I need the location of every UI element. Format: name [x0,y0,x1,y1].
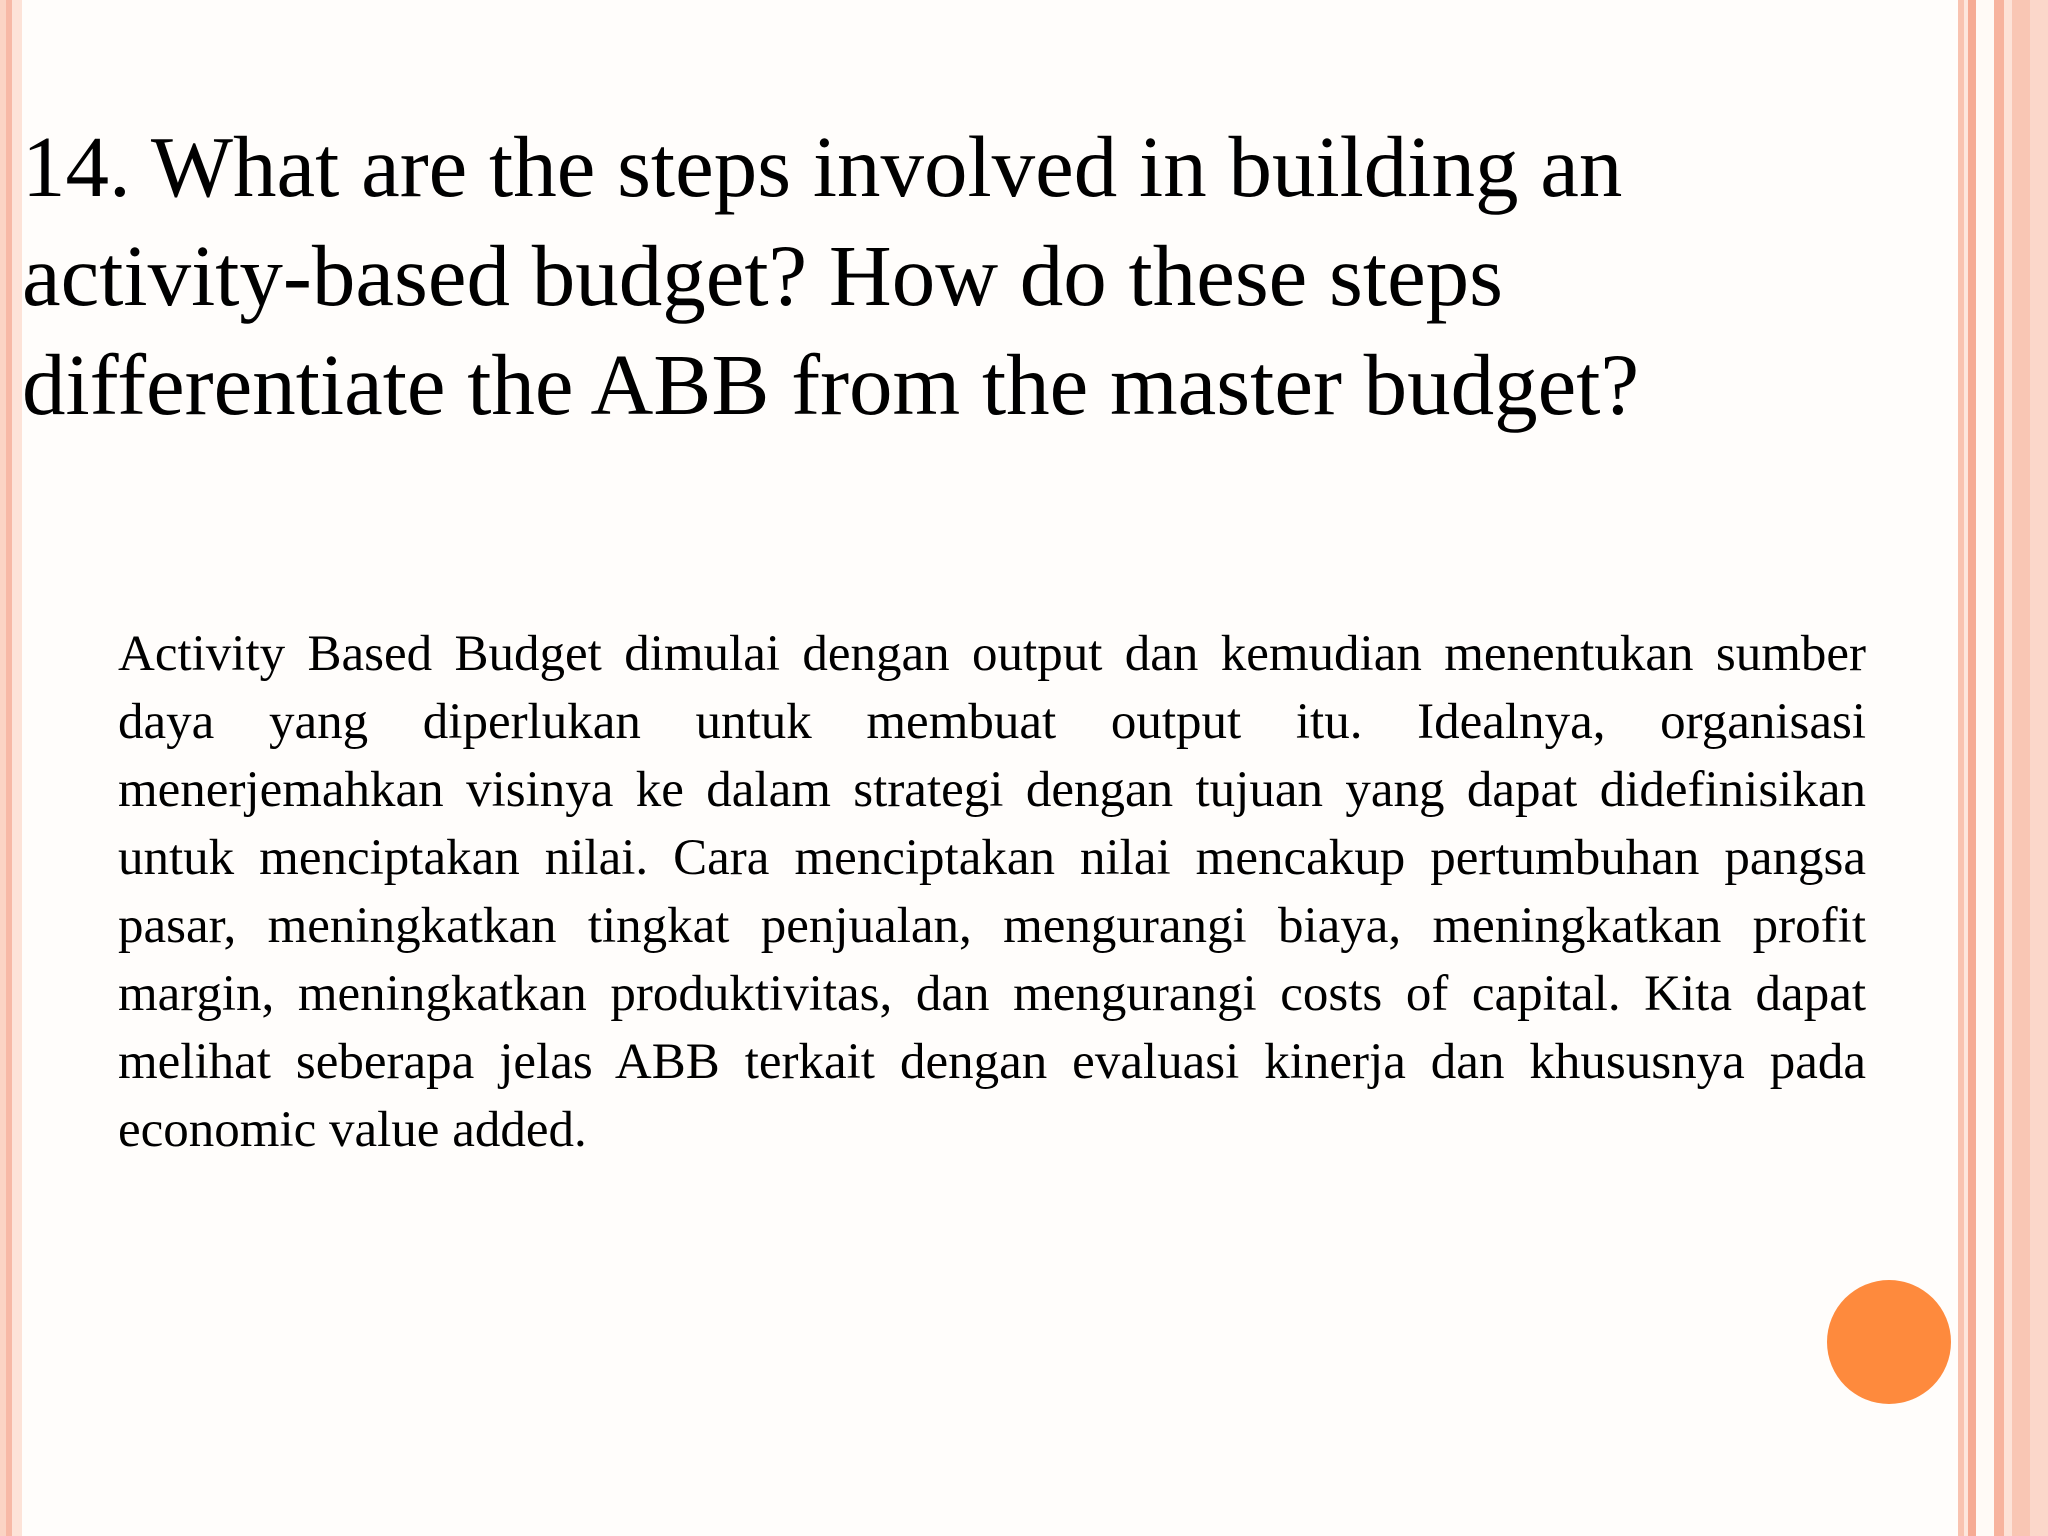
right-border-stripe [2030,0,2048,1536]
right-border-stripe [1976,0,1994,1536]
right-border-stripe [1994,0,2004,1536]
right-border-stripe [2012,0,2030,1536]
left-border-band [12,0,22,1536]
left-decorative-border [0,0,22,1536]
right-border-stripe [2004,0,2012,1536]
right-decorative-border [1958,0,2048,1536]
right-border-stripe [1968,0,1976,1536]
slide-title: 14. What are the steps involved in building an activity-based budget? How do these steps differentiate the ABB from the master budget? [22,118,1640,433]
orange-circle-decoration [1827,1280,1951,1404]
slide-body-text: Activity Based Budget dimulai dengan output dan kemudian menentukan sumber daya yang diperlukan untuk membuat output itu. Idealnya, organisasi menerjemahkan visinya ke dalam strategi dengan tujuan yang dapat didefinisikan untuk menciptakan nilai. Cara menciptakan nilai mencakup pertumbuhan pangsa pasar, meningkatkan tingkat penjualan, mengurangi biaya, meningkatkan profit margin, meningkatkan produktivitas, dan mengurangi costs of capital. Kita dapat melihat seberapa jelas ABB terkait dengan evaluasi kinerja dan khususnya pada economic value added. [118,626,1866,1158]
